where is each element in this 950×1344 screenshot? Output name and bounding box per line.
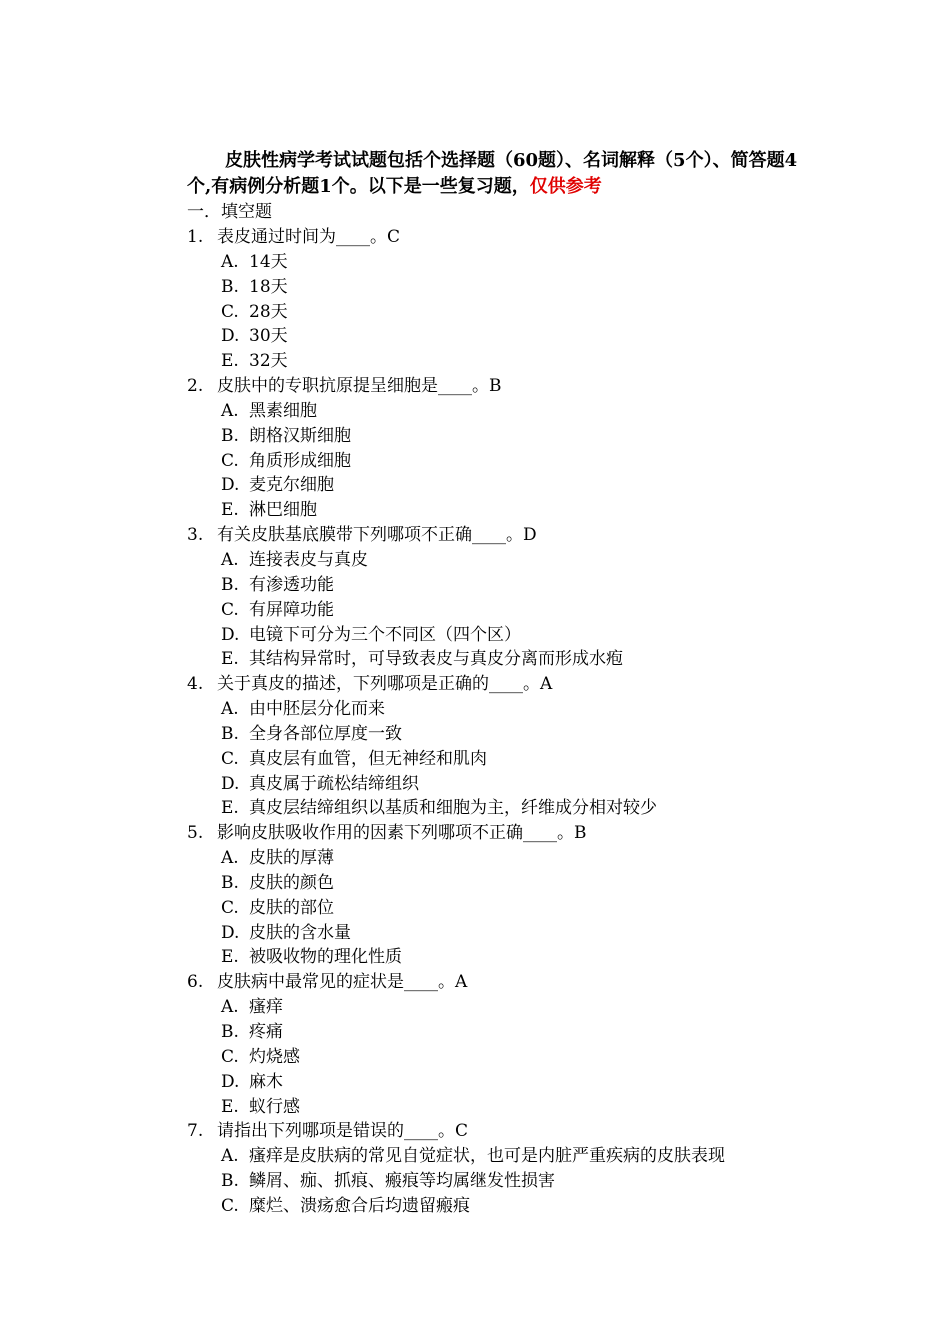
option-text: 其结构异常时，可导致表皮与真皮分离而形成水疱 [249, 649, 623, 670]
option-letter: D. [221, 624, 240, 645]
answer-option [187, 424, 827, 449]
option-letter: B. [221, 425, 239, 446]
option-text: 14天 [249, 251, 288, 272]
answer-option [187, 747, 827, 772]
question-list [187, 225, 827, 1219]
option-text: 电镜下可分为三个不同区（四个区） [249, 624, 521, 645]
option-letter: C. [221, 748, 239, 769]
option-letter: C. [221, 450, 239, 471]
option-text: 皮肤的部位 [249, 897, 334, 918]
option-letter: A. [221, 699, 239, 720]
question-line [187, 225, 827, 250]
answer-option [187, 275, 827, 300]
question-number: 6. [187, 972, 204, 993]
question-line [187, 970, 827, 995]
answer-option [187, 1144, 827, 1169]
question-text: 皮肤病中最常见的症状是____。A [217, 972, 468, 993]
option-text: 皮肤的含水量 [249, 922, 351, 943]
option-letter: D. [221, 326, 240, 347]
question-line [187, 1119, 827, 1144]
answer-option [187, 1169, 827, 1194]
option-text: 被吸收物的理化性质 [249, 947, 402, 968]
option-text: 朗格汉斯细胞 [249, 425, 351, 446]
option-letter: A. [221, 848, 239, 869]
answer-option [187, 349, 827, 374]
question-number: 2. [187, 376, 204, 397]
option-letter: E. [221, 1096, 239, 1117]
question-item [187, 821, 827, 970]
question-line [187, 672, 827, 697]
answer-option [187, 896, 827, 921]
answer-option [187, 548, 827, 573]
option-letter: C. [221, 897, 239, 918]
option-text: 皮肤的厚薄 [249, 848, 334, 869]
option-text: 瘙痒 [249, 997, 283, 1018]
answer-option [187, 1020, 827, 1045]
answer-option [187, 1194, 827, 1219]
option-text: 黑素细胞 [249, 400, 317, 421]
option-text: 连接表皮与真皮 [249, 549, 368, 570]
intro-text: 皮肤性病学考试试题包括个选择题（60题）、名词解释（5个）、简答题4个,有病例分析题1个。以下是一些复习题， [187, 150, 798, 197]
answer-option [187, 796, 827, 821]
option-letter: C. [221, 301, 239, 322]
answer-option [187, 250, 827, 275]
answer-option [187, 1095, 827, 1120]
option-letter: B. [221, 1022, 239, 1042]
option-text: 疼痛 [249, 1022, 283, 1042]
option-letter: A. [221, 1146, 239, 1167]
intro-paragraph [187, 148, 817, 200]
option-letter: E. [221, 351, 239, 372]
option-text: 角质形成细胞 [249, 450, 351, 471]
section-heading: 一．填空题 [187, 202, 272, 222]
answer-option [187, 995, 827, 1020]
option-text: 灼烧感 [249, 1046, 300, 1067]
question-item [187, 374, 827, 523]
option-letter: C. [221, 599, 239, 620]
question-text: 皮肤中的专职抗原提呈细胞是____。B [217, 376, 502, 397]
question-text: 表皮通过时间为____。C [217, 227, 401, 247]
option-letter: B. [221, 1171, 239, 1192]
question-number: 4. [187, 674, 204, 695]
answer-option [187, 498, 827, 523]
intro-highlight: 仅供参考 [529, 176, 602, 197]
option-text: 麻木 [249, 1071, 283, 1092]
question-line [187, 523, 827, 548]
option-text: 32天 [249, 351, 288, 372]
option-letter: E. [221, 649, 239, 670]
option-text: 28天 [249, 301, 288, 322]
option-text: 皮肤的颜色 [249, 872, 334, 893]
answer-option [187, 1070, 827, 1095]
question-item [187, 523, 827, 672]
option-letter: D. [221, 1071, 240, 1092]
option-letter: C. [221, 1046, 239, 1067]
question-number: 3. [187, 525, 204, 546]
question-item [187, 1119, 827, 1218]
question-line [187, 374, 827, 399]
answer-option [187, 598, 827, 623]
answer-option [187, 722, 827, 747]
option-text: 有渗透功能 [249, 574, 334, 595]
question-line [187, 821, 827, 846]
option-text: 30天 [249, 326, 288, 347]
answer-option [187, 623, 827, 648]
option-letter: A. [221, 549, 239, 570]
answer-option [187, 647, 827, 672]
option-letter: B. [221, 723, 239, 744]
option-text: 真皮层结缔组织以基质和细胞为主，纤维成分相对较少 [249, 798, 657, 819]
option-letter: E. [221, 500, 239, 521]
option-text: 淋巴细胞 [249, 500, 317, 521]
option-letter: B. [221, 574, 239, 595]
option-text: 全身各部位厚度一致 [249, 723, 402, 744]
option-text: 麦克尔细胞 [249, 475, 334, 496]
option-text: 糜烂、溃疡愈合后均遗留瘢痕 [249, 1195, 470, 1216]
question-number: 5. [187, 823, 204, 844]
option-letter: C. [221, 1195, 239, 1216]
option-letter: A. [221, 251, 239, 272]
question-item [187, 672, 827, 821]
answer-option [187, 399, 827, 424]
answer-option [187, 697, 827, 722]
answer-option [187, 300, 827, 325]
question-text: 关于真皮的描述，下列哪项是正确的____。A [217, 674, 553, 695]
option-text: 18天 [249, 276, 288, 297]
option-letter: B. [221, 872, 239, 893]
option-text: 瘙痒是皮肤病的常见自觉症状，也可是内脏严重疾病的皮肤表现 [249, 1146, 725, 1167]
option-letter: E. [221, 947, 239, 968]
option-letter: E. [221, 798, 239, 819]
option-letter: D. [221, 922, 240, 943]
answer-option [187, 449, 827, 474]
option-letter: B. [221, 276, 239, 297]
option-text: 鳞屑、痂、抓痕、瘢痕等均属继发性损害 [249, 1171, 555, 1192]
option-text: 真皮属于疏松结缔组织 [249, 773, 419, 794]
option-text: 蚁行感 [249, 1096, 300, 1117]
option-letter: D. [221, 773, 240, 794]
answer-option [187, 772, 827, 797]
option-text: 有屏障功能 [249, 599, 334, 620]
answer-option [187, 945, 827, 970]
question-text: 有关皮肤基底膜带下列哪项不正确____。D [217, 525, 537, 546]
question-text: 影响皮肤吸收作用的因素下列哪项不正确____。B [217, 823, 587, 844]
answer-option [187, 846, 827, 871]
option-text: 真皮层有血管，但无神经和肌肉 [249, 748, 487, 769]
answer-option [187, 871, 827, 896]
question-number: 1. [187, 227, 204, 247]
option-letter: A. [221, 400, 239, 421]
option-text: 由中胚层分化而来 [249, 699, 385, 720]
question-number: 7. [187, 1121, 204, 1142]
question-item [187, 225, 827, 374]
answer-option [187, 324, 827, 349]
answer-option [187, 1045, 827, 1070]
option-letter: D. [221, 475, 240, 496]
question-item [187, 970, 827, 1119]
question-text: 请指出下列哪项是错误的____。C [217, 1121, 469, 1142]
answer-option [187, 473, 827, 498]
answer-option [187, 921, 827, 946]
option-letter: A. [221, 997, 239, 1018]
answer-option [187, 573, 827, 598]
